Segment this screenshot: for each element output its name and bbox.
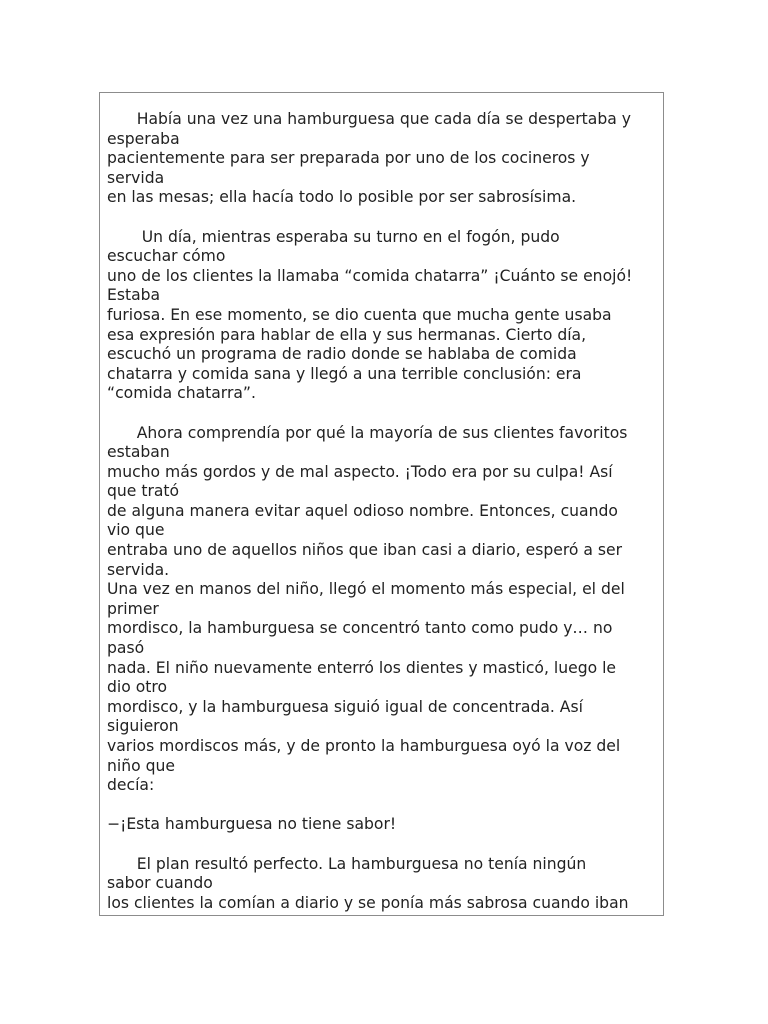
text-line: decía: bbox=[107, 776, 155, 795]
text-line: −¡Esta hamburguesa no tiene sabor! bbox=[107, 815, 397, 834]
text-line: Ahora comprendía por qué la mayoría de sus clientes favoritos bbox=[107, 423, 628, 442]
text-line: que trató bbox=[107, 482, 180, 501]
text-line: pacientemente para ser preparada por uno de los cocineros y bbox=[107, 149, 590, 168]
text-line: entraba uno de aquellos niños que iban casi a diario, esperó a ser bbox=[107, 541, 623, 560]
text-line: en las mesas; ella hacía todo lo posible por ser sabrosísima. bbox=[107, 188, 577, 207]
text-line: de alguna manera evitar aquel odioso nombre. Entonces, cuando bbox=[107, 501, 618, 520]
story-text bbox=[107, 110, 660, 913]
text-line: Una vez en manos del niño, llegó el momento más especial, el del bbox=[107, 580, 625, 599]
text-line: vio que bbox=[107, 521, 165, 540]
text-line: primer bbox=[107, 599, 159, 618]
text-line: El plan resultó perfecto. La hamburguesa no tenía ningún bbox=[107, 854, 587, 873]
document-page bbox=[99, 92, 664, 916]
text-line: escuchar cómo bbox=[107, 247, 226, 266]
text-line: Estaba bbox=[107, 286, 161, 305]
text-line: dio otro bbox=[107, 678, 167, 697]
text-line: esperaba bbox=[107, 129, 180, 148]
blank-line bbox=[107, 835, 660, 855]
text-line: furiosa. En ese momento, se dio cuenta que mucha gente usaba bbox=[107, 305, 612, 324]
text-line: Había una vez una hamburguesa que cada día se despertaba y bbox=[107, 110, 631, 128]
blank-line bbox=[107, 796, 660, 816]
text-line: sabor cuando bbox=[107, 874, 213, 893]
text-line: chatarra y comida sana y llegó a una terrible conclusión: era bbox=[107, 364, 582, 383]
text-line: servida bbox=[107, 168, 165, 187]
blank-line bbox=[107, 404, 660, 424]
text-line: pasó bbox=[107, 639, 145, 658]
text-line: siguieron bbox=[107, 717, 179, 736]
text-line: servida. bbox=[107, 560, 170, 579]
text-line: esa expresión para hablar de ella y sus hermanas. Cierto día, bbox=[107, 325, 587, 344]
text-line: niño que bbox=[107, 756, 175, 775]
text-line: Un día, mientras esperaba su turno en el fogón, pudo bbox=[107, 227, 560, 246]
text-line: mordisco, la hamburguesa se concentró tanto como pudo y… no bbox=[107, 619, 613, 638]
text-line: varios mordiscos más, y de pronto la hamburguesa oyó la voz del bbox=[107, 737, 621, 755]
blank-line bbox=[107, 208, 660, 228]
text-line: escuchó un programa de radio donde se hablaba de comida bbox=[107, 345, 577, 364]
text-line: nada. El niño nuevamente enterró los dientes y masticó, luego le bbox=[107, 658, 617, 677]
text-line: mucho más gordos y de mal aspecto. ¡Todo era por su culpa! Así bbox=[107, 462, 613, 481]
text-line: “comida chatarra”. bbox=[107, 384, 256, 403]
text-line: los clientes la comían a diario y se ponía más sabrosa cuando iban bbox=[107, 893, 629, 912]
text-line: mordisco, y la hamburguesa siguió igual de concentrada. Así bbox=[107, 697, 583, 716]
text-line: estaban bbox=[107, 443, 170, 462]
text-line: uno de los clientes la llamaba “comida chatarra” ¡Cuánto se enojó! bbox=[107, 266, 633, 285]
